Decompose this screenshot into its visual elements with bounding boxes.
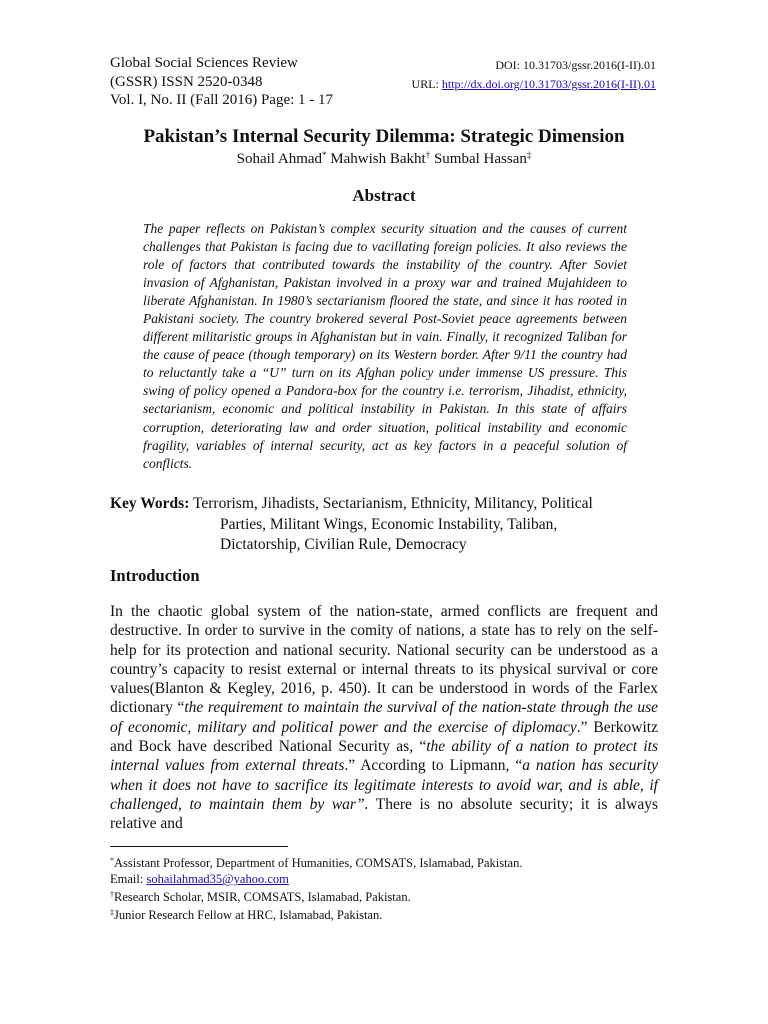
- author-name: Sohail Ahmad: [236, 151, 323, 167]
- introduction-heading: Introduction: [110, 566, 200, 585]
- keywords-label: Key Words:: [110, 495, 190, 512]
- footnote-2: [110, 887, 522, 905]
- intro-quote: the ability of a nation to protect its internal values from external threats: [110, 738, 658, 775]
- author-mark: *: [322, 150, 327, 160]
- footnotes: [110, 853, 522, 923]
- author-list: [0, 150, 768, 168]
- email-link[interactable]: sohailahmad35@yahoo.com: [146, 872, 289, 886]
- intro-text: .” Berkowitz and Bock have described National Security as, “: [110, 718, 658, 756]
- author-name: Sumbal Hassan: [433, 151, 527, 167]
- footnote-mark: †: [110, 890, 114, 899]
- intro-quote: the requirement to maintain the survival of the nation-state through the use of economic, military and political power and the exercise of diplomacy: [110, 699, 658, 736]
- introduction-paragraph: [110, 602, 658, 834]
- url-label: URL:: [411, 76, 439, 91]
- intro-quote: a nation has security when it does not have to sacrifice its legitimate interests to avoid war, and is able, if challenged, to maintain them by war”.: [110, 757, 658, 813]
- url-line: [412, 75, 656, 94]
- intro-text: In the chaotic global system of the nation-state, armed conflicts are frequent and destructive. In order to survive in the comity of nations, a state has to rely on the self-help for its protection and national security. National security can be understood as a country’s capacity to resist external or internal threats to its physical survival or core values(Blanton & Kegley, 2016, p. 450). It can be understood in words of the Farlex dictionary “: [110, 603, 658, 717]
- footnote-3: [110, 905, 522, 923]
- footnote-mark: *: [110, 856, 114, 865]
- footnote-1: [110, 853, 522, 871]
- footnote-email: [110, 871, 522, 887]
- footnote-text: Junior Research Fellow at HRC, Islamabad, Pakistan.: [114, 908, 383, 922]
- journal-volume: Vol. I, No. II (Fall 2016) Page: 1 - 17: [110, 92, 334, 108]
- keywords-continuation: [220, 515, 660, 556]
- doi-text: DOI: 10.31703/gssr.2016(I-II).01: [495, 58, 656, 72]
- author-mark: ‡: [526, 150, 532, 160]
- keywords-line: Dictatorship, Civilian Rule, Democracy: [220, 536, 467, 553]
- intro-text: There is no absolute security; it is always relative and: [110, 795, 659, 833]
- keywords-line: Parties, Militant Wings, Economic Instability, Taliban,: [220, 515, 558, 533]
- footnote-text: Research Scholar, MSIR, COMSATS, Islamabad, Pakistan.: [114, 890, 411, 904]
- keywords-block: [110, 494, 655, 553]
- abstract-text: The paper reflects on Pakistan’s complex security situation and the causes of current challenges that Pakistan is facing due to vacillating foreign policies. It also reviews the role of factors that contributed towards the instability of the country. After Soviet invasion of Afghanistan, Pakistan involved in a proxy war and trained Mujahideen to liberate Afghanistan. In 1980’s sectarianism floored the state, and since it has rooted in Pakistani society. The country brokered several Post-Soviet peace agreements between different militaristic groups in Afghanistan but in vain. Finally, it recognized Taliban for the cause of peace (though temporary) on its Western border. After 9/11 the country had to reluctantly take a “U” turn on its Afghan policy under immense US pressure. This swing of policy opened a Pandora-box for the country i.e. terrorism, Jihadist, ethnicity, sectarianism, economic and political instability in Pakistan. In this state of affairs corruption, deteriorating law and order situation, political instability and economic fragility, variables of internal security, act as key factors in a peaceful solution of conflicts.: [143, 221, 627, 471]
- journal-name: Global Social Sciences Review: [110, 55, 298, 71]
- doi-block: [412, 56, 656, 93]
- footnote-mark: ‡: [110, 908, 114, 917]
- intro-text: .” According to Lipmann, “: [344, 757, 523, 775]
- footnote-text: Assistant Professor, Department of Humanities, COMSATS, Islamabad, Pakistan.: [114, 856, 523, 870]
- keywords-line: Terrorism, Jihadists, Sectarianism, Ethnicity, Militancy, Political: [192, 495, 593, 512]
- abstract-heading: Abstract: [352, 186, 416, 205]
- doi-url-link[interactable]: http://dx.doi.org/10.31703/gssr.2016(I-II).01: [441, 76, 656, 91]
- journal-header: [110, 54, 333, 110]
- footnote-divider: [110, 846, 288, 847]
- journal-issn: (GSSR) ISSN 2520-0348: [110, 73, 263, 90]
- email-label: Email:: [110, 872, 147, 886]
- author-mark: †: [425, 150, 431, 160]
- author-name: Mahwish Bakht: [330, 151, 426, 167]
- paper-title: Pakistan’s Internal Security Dilemma: Strategic Dimension: [143, 126, 625, 147]
